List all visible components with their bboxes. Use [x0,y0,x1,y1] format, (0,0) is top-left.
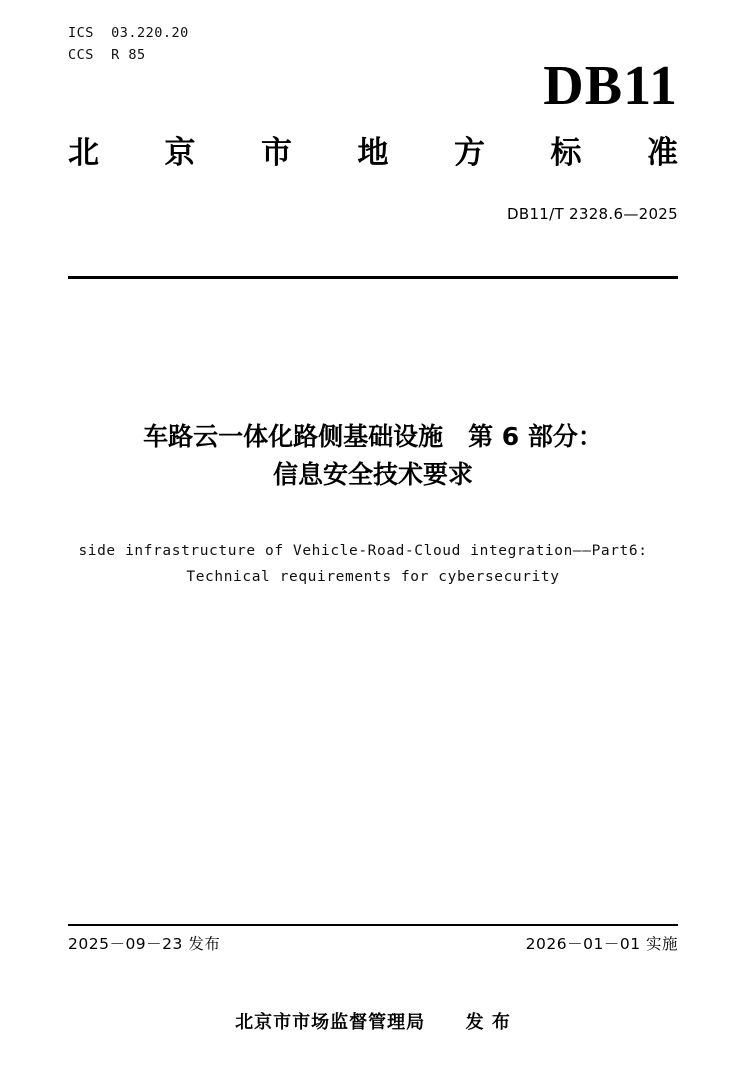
standard-number: DB11/T 2328.6—2025 [507,205,678,223]
document-title-line1: 车路云一体化路侧基础设施 第 6 部分： [143,422,603,451]
series-title-char: 准 [647,135,678,171]
db11-logo: DB11 [543,55,678,117]
document-title [60,418,686,494]
series-title-char: 京 [164,135,196,171]
document-title-en-line2: Technical requirements for cybersecurity [186,569,560,585]
document-title-line2: 信息安全技术要求 [272,460,473,489]
publisher-line [0,1008,746,1034]
issue-date: 2025－09－23 发布 [68,935,221,953]
divider-top [68,276,678,279]
classification-codes [68,22,189,66]
series-title-char: 标 [550,135,582,171]
publisher-action: 发 布 [465,1012,511,1033]
series-title-char: 方 [454,135,485,171]
ccs-code: CCS R 85 [68,47,146,63]
effective-date: 2026－01－01 实施 [525,935,678,953]
series-title-char: 地 [357,135,389,171]
document-title-english [0,538,746,590]
series-title-char: 市 [261,135,292,171]
standard-series-title [68,133,678,173]
divider-bottom [68,924,678,926]
series-title-char: 北 [68,135,99,171]
ics-code: ICS 03.220.20 [68,25,189,41]
document-title-en-line1: side infrastructure of Vehicle-Road-Cloud integration——Part6: [78,543,648,559]
publisher-name: 北京市市场监督管理局 [235,1012,426,1033]
